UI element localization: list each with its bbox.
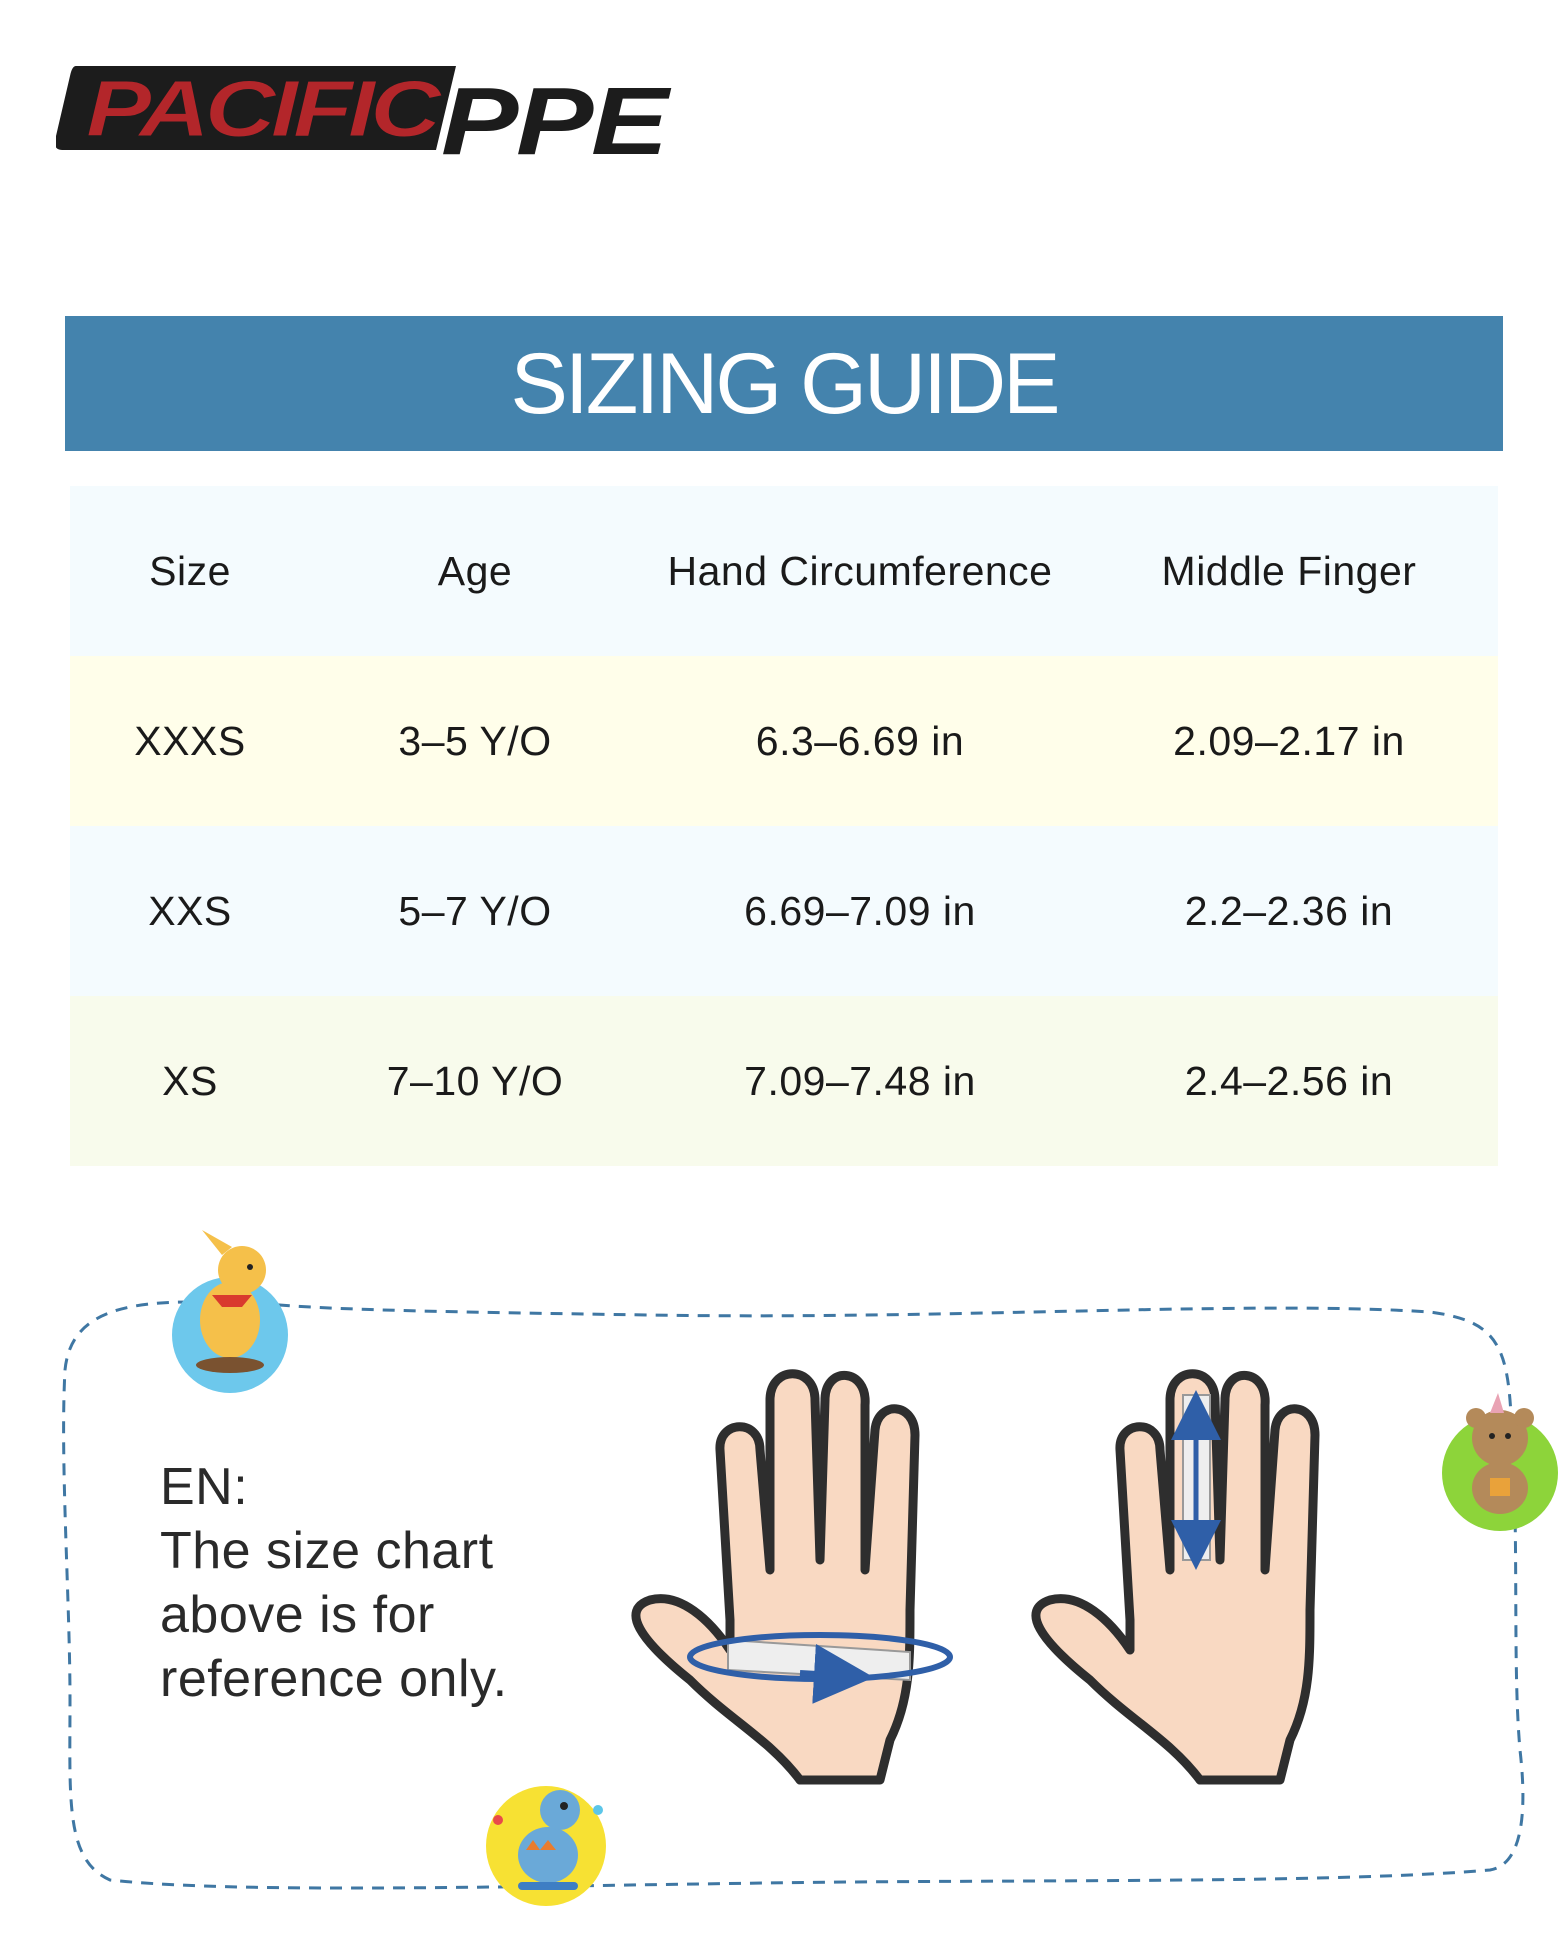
- cell-hand-circumference: 7.09–7.48 in: [744, 1057, 976, 1104]
- cell-age: 5–7 Y/O: [398, 887, 552, 934]
- pacific-ppe-logo: [56, 58, 676, 168]
- cell-middle-finger: 2.4–2.56 in: [1184, 1057, 1394, 1104]
- left-hand: [636, 1374, 915, 1780]
- dog-sticker: [162, 1225, 298, 1395]
- table-row: [70, 826, 1498, 996]
- right-hand: [1036, 1374, 1315, 1780]
- table-header-row: [70, 486, 1498, 656]
- note-line: above is for: [160, 1586, 435, 1644]
- dinosaur-sticker: [478, 1770, 614, 1908]
- note-line: reference only.: [160, 1650, 508, 1708]
- table-row: [70, 656, 1498, 826]
- table-row: [70, 996, 1498, 1166]
- header-middle-finger: Middle Finger: [1161, 547, 1417, 594]
- svg-text:PACIFIC: PACIFIC: [86, 64, 443, 153]
- cell-size: XXXS: [134, 717, 246, 764]
- cell-age: 3–5 Y/O: [398, 717, 552, 764]
- cell-size: XS: [162, 1057, 218, 1104]
- cell-middle-finger: 2.09–2.17 in: [1173, 717, 1405, 764]
- reference-note: [160, 1455, 680, 1711]
- header-age: Age: [437, 547, 513, 594]
- banner-title: SIZING GUIDE: [510, 335, 1058, 432]
- sizing-guide-banner: [65, 316, 1503, 451]
- cell-age: 7–10 Y/O: [386, 1057, 564, 1104]
- header-size: Size: [149, 547, 231, 594]
- bear-sticker: [1432, 1378, 1568, 1538]
- cell-hand-circumference: 6.3–6.69 in: [755, 717, 965, 764]
- note-line: The size chart: [160, 1522, 494, 1580]
- note-line: EN:: [160, 1458, 249, 1516]
- cell-size: XXS: [148, 887, 232, 934]
- hand-measurement-illustration: [610, 1360, 1390, 1820]
- header-hand-circumference: Hand Circumference: [667, 547, 1053, 594]
- size-table: [70, 486, 1498, 1166]
- cell-middle-finger: 2.2–2.36 in: [1184, 887, 1394, 934]
- svg-text:PPE: PPE: [441, 68, 673, 168]
- cell-hand-circumference: 6.69–7.09 in: [744, 887, 976, 934]
